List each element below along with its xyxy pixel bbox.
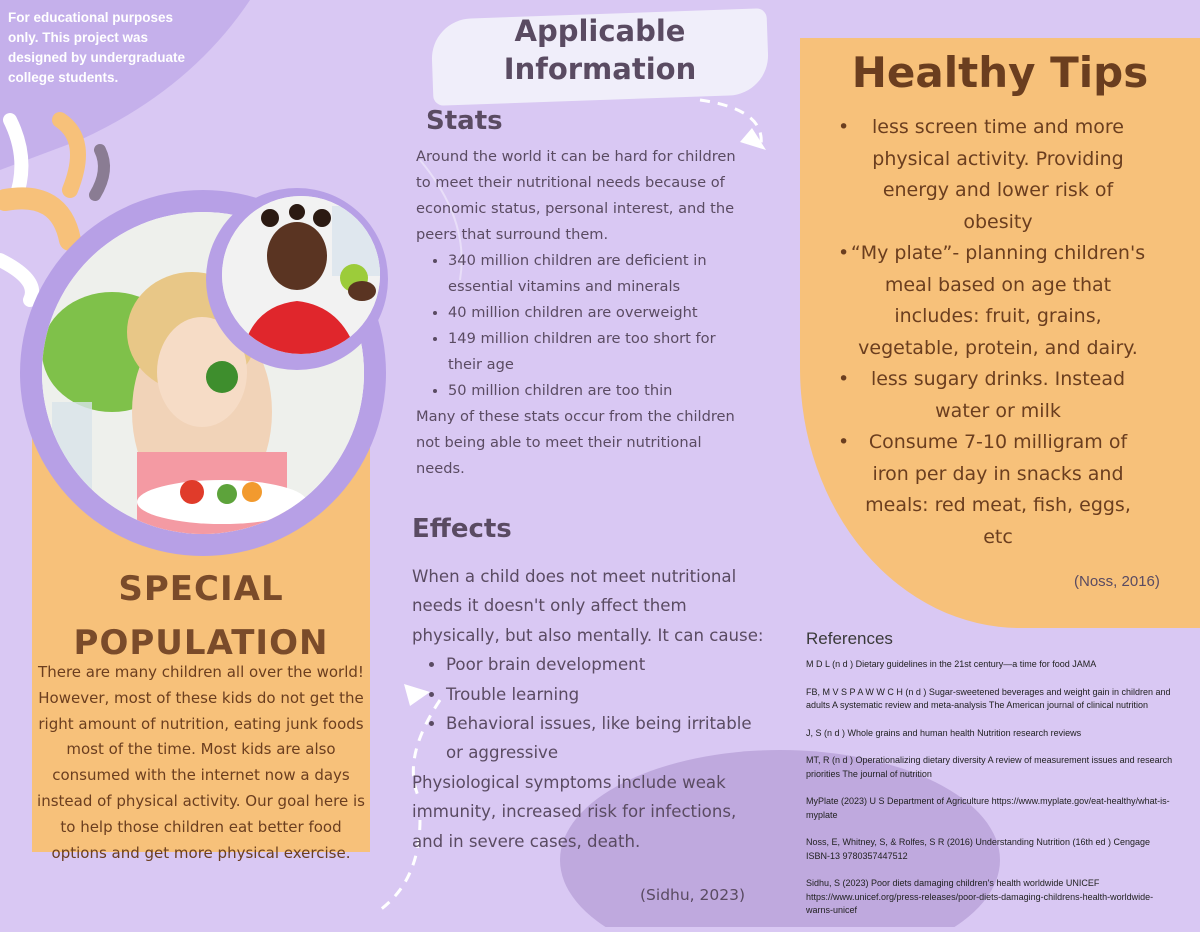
list-item: • Poor brain development [446, 650, 772, 679]
effects-intro: When a child does not meet nutritional needs it doesn't only affect them physically, but also mentally. It can cause: [412, 567, 764, 645]
reference-item: M D L (n d ) Dietary guidelines in the 21st century—a time for food JAMA [806, 659, 1097, 669]
reference-item: Noss, E, Whitney, S, & Rolfes, S R (2016) Understanding Nutrition (16th ed ) Cengage ISBN-13 9780357447512 [806, 837, 1150, 861]
reference-item: MT, R (n d ) Operationalizing dietary diversity A review of measurement issues and research priorities The journal of nutrition [806, 755, 1173, 779]
disclaimer-text: For educational purposes only. This project was designed by undergraduate college students. [8, 10, 186, 85]
references-list [806, 658, 1174, 932]
applicable-information-title [440, 12, 760, 88]
list-item: • 149 million children are too short for their age [448, 326, 754, 378]
reference-item: Sidhu, S (2023) Poor diets damaging children's health worldwide UNICEF https://www.unicef.org/press-releases/poor-diets-damaging-childrens-health-worldwide-warns-unicef [806, 878, 1154, 915]
list-item: • 40 million children are overweight [448, 300, 754, 326]
special-population-title [32, 562, 370, 670]
healthy-tips-list [838, 112, 1148, 553]
title-line-1: SPECIAL [118, 569, 284, 609]
list-item: • Consume 7-10 milligram of iron per day in snacks and meals: red meat, fish, eggs, etc [838, 427, 1148, 553]
healthy-tips-title: Healthy Tips [851, 48, 1149, 97]
list-item: • Trouble learning [446, 680, 772, 709]
reference-item: J, S (n d ) Whole grains and human health Nutrition research reviews [806, 727, 1082, 738]
title-line-2: POPULATION [73, 623, 329, 663]
reference-item: FB, M V S P A W W C H (n d ) Sugar-sweetened beverages and weight gain in children and adults A systematic review and meta-analysis The American journal of clinical nutrition [806, 686, 1171, 710]
noss-citation: (Noss, 2016) [1074, 573, 1160, 590]
list-item: • 50 million children are too thin [448, 378, 754, 404]
references-heading: References [806, 629, 893, 648]
list-item: • 340 million children are deficient in essential vitamins and minerals [448, 248, 754, 300]
list-item: • “My plate”- planning children's meal based on age that includes: fruit, grains, vegetable, protein, and dairy. [838, 238, 1148, 364]
special-population-body: There are many children all over the world! However, most of these kids do not get the right amount of nutrition, eating junk foods most of the time. Most kids are also consumed with the internet now a days instead of physical activity. Our goal here is to help those children eat better food options and get more physical exercise. [37, 663, 365, 862]
effects-outro: Physiological symptoms include weak immunity, increased risk for infections, and in severe cases, death. [412, 772, 737, 851]
girl-with-apple-photo [222, 196, 380, 354]
stats-section [416, 144, 754, 482]
effects-list [412, 650, 772, 768]
stats-heading: Stats [426, 106, 503, 136]
applicable-line-2: Information [503, 52, 697, 86]
stats-intro: Around the world it can be hard for children to meet their nutritional needs because of economic status, personal interest, and the peers that surround them. [416, 148, 736, 243]
applicable-line-1: Applicable [514, 14, 686, 48]
list-item: • Behavioral issues, like being irritable or aggressive [446, 709, 772, 768]
list-item: • less screen time and more physical activity. Providing energy and lower risk of obesity [838, 112, 1148, 238]
list-item: • less sugary drinks. Instead water or milk [838, 364, 1148, 427]
stats-outro: Many of these stats occur from the children not being able to meet their nutritional needs. [416, 408, 735, 477]
effects-section [412, 562, 772, 856]
effects-heading: Effects [412, 514, 512, 544]
stats-list [416, 248, 754, 404]
reference-item: MyPlate (2023) U S Department of Agriculture https://www.myplate.gov/eat-healthy/what-is-myplate [806, 796, 1170, 820]
sidhu-citation: (Sidhu, 2023) [640, 886, 746, 904]
